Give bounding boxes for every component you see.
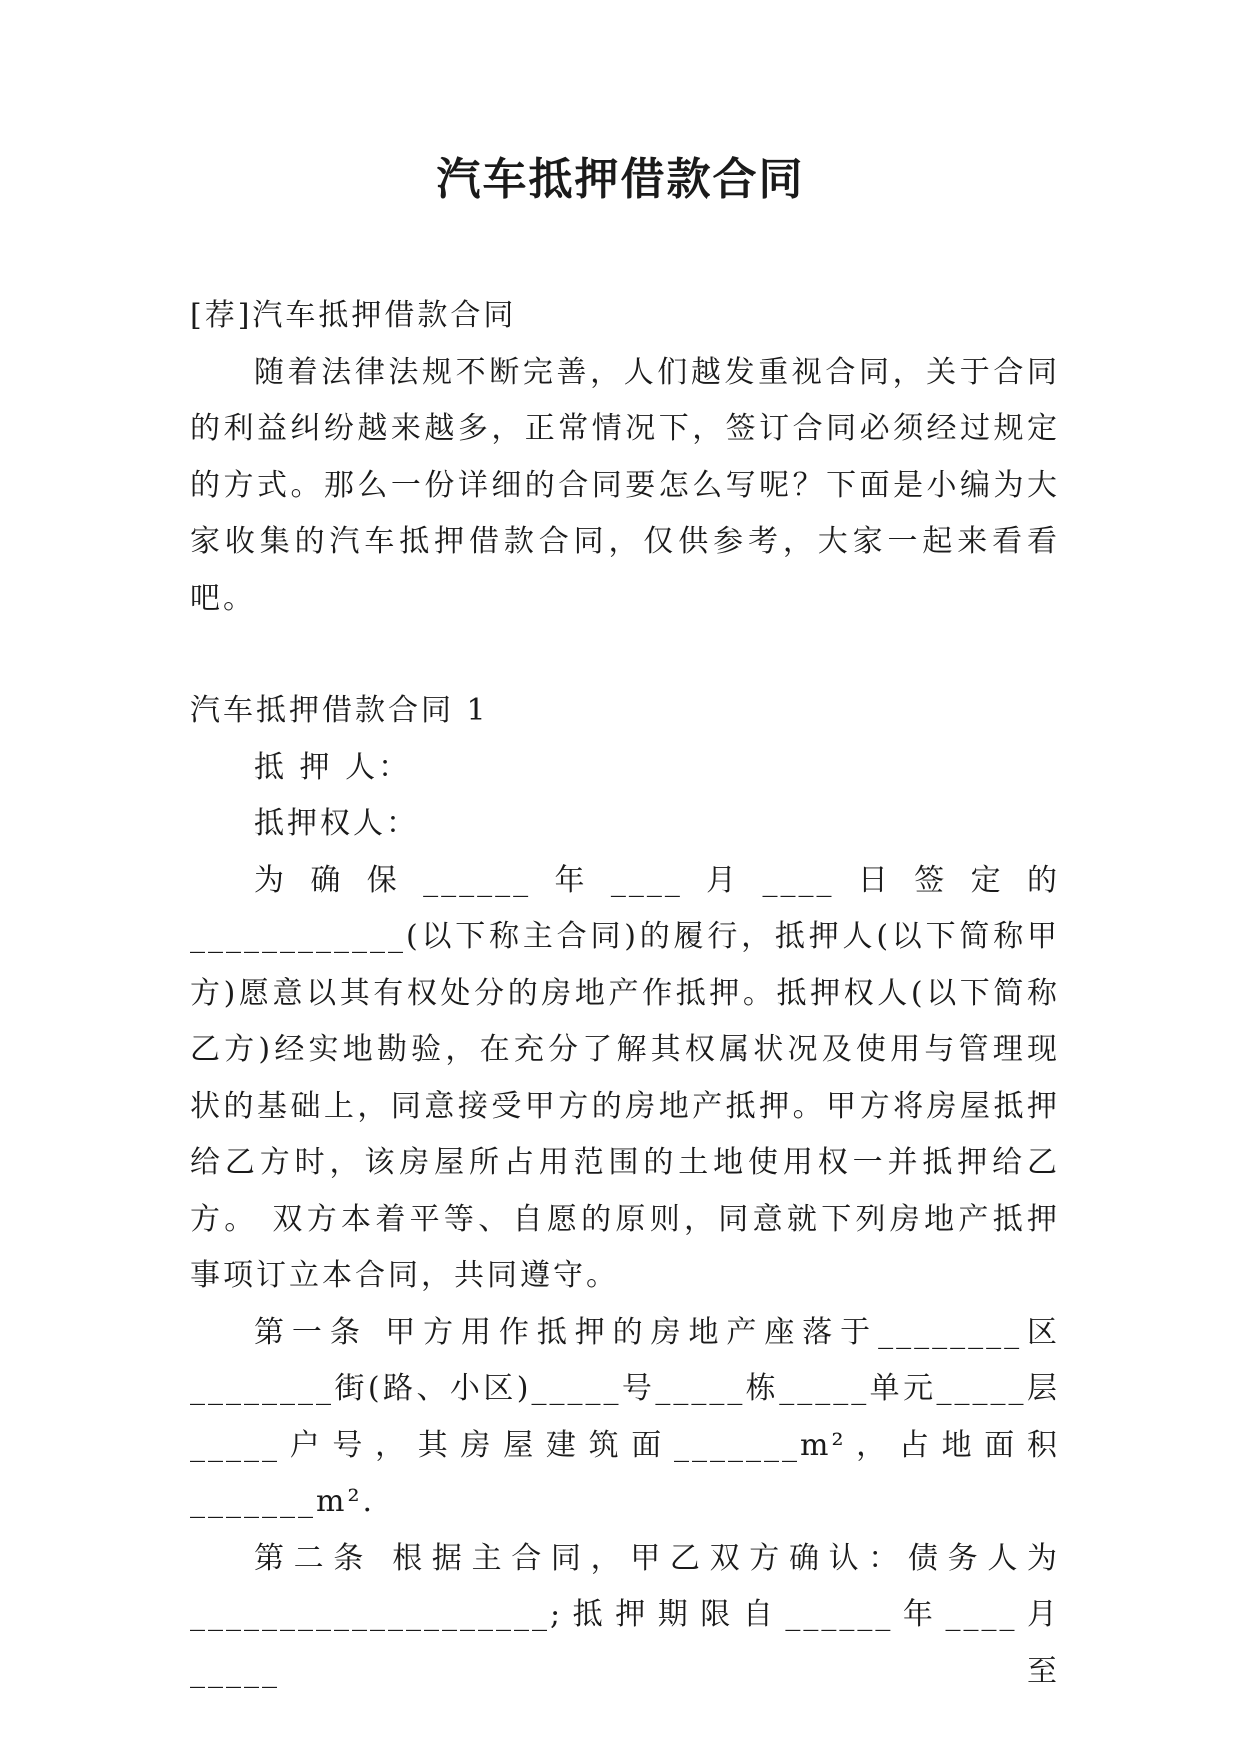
article-2: 第二条 根据主合同，甲乙双方确认：债务人为____________________;抵押期限自______年____月_____至 [190,1540,1060,1689]
paragraph-gap [190,627,1060,683]
document-body [190,288,1060,1700]
section-heading: 汽车抵押借款合同 1 [190,693,489,728]
main-paragraph: 为确保______年____月____日签定的____________(以下称主合同)的履行，抵押人(以下简称甲方)愿意以其有权处分的房地产作抵押。抵押权人(以下简称乙方)经实地勘验，在充分了解其权属状况及使用与管理现状的基础上，同意接受甲方的房地产抵押。甲方将房屋抵押给乙方时，该房屋所占用范围的土地使用权一并抵押给乙方。 双方本着平等、自愿的原则，同意就下列房地产抵押事项订立本合同，共同遵守。 [190,862,1060,1293]
mortgagor-label: 抵 押 人： [254,749,412,785]
document-title: 汽车抵押借款合同 [436,154,805,205]
article-1: 第一条 甲方用作抵押的房地产座落于________区________街(路、小区)_____号_____栋_____单元_____层_____户号，其房屋建筑面_______m²，占地面积_______m². [190,1314,1060,1519]
intro-paragraph: 随着法律法规不断完善，人们越发重视合同，关于合同的利益纠纷越来越多，正常情况下，签订合同必须经过规定的方式。那么一份详细的合同要怎么写呢？下面是小编为大家收集的汽车抵押借款合同，仅供参考，大家一起来看看吧。 [190,354,1060,616]
mortgagee-label: 抵押权人： [254,806,419,841]
document-subtitle: [荐]汽车抵押借款合同 [190,298,517,333]
